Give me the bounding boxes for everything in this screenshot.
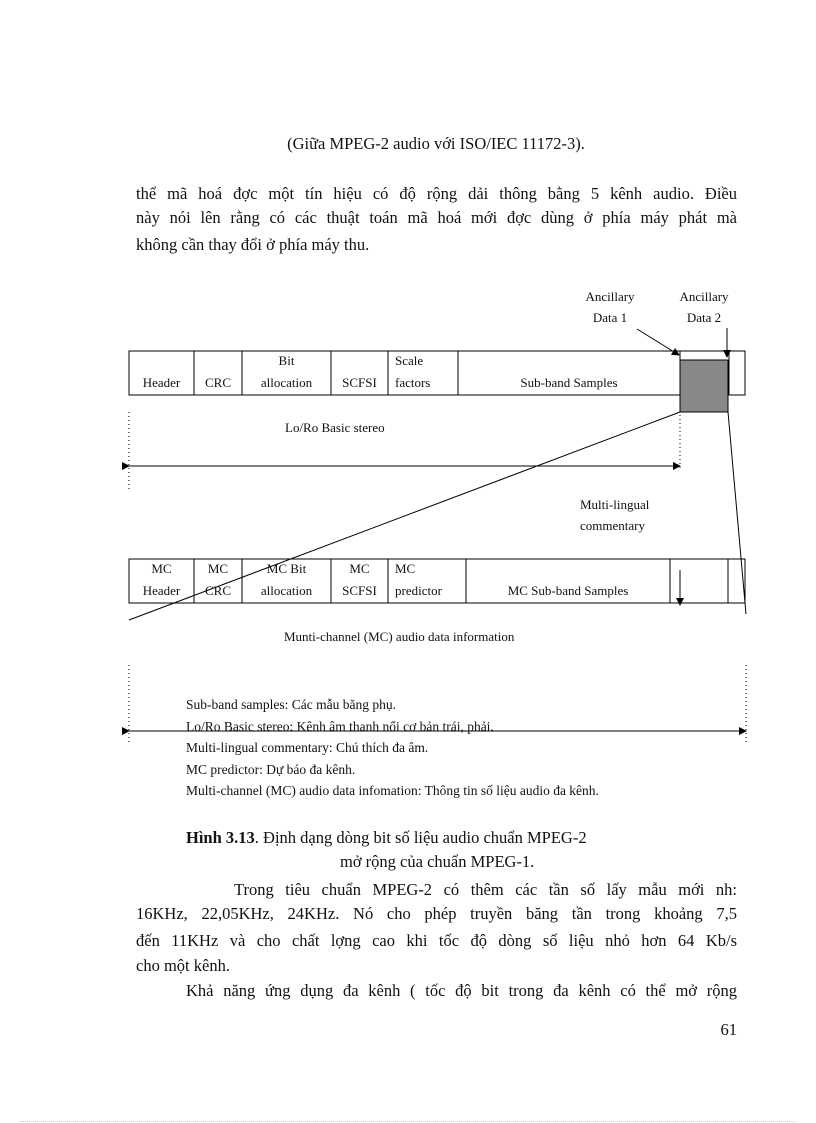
expansion-line-right xyxy=(728,412,746,614)
intro-line-1: thể mã hoá đợc một tín hiệu có độ rộng dải thông bằng 5 kênh audio. Điều xyxy=(136,184,737,203)
body-line-4: cho một kênh. xyxy=(136,956,230,975)
glossary-item: Lo/Ro Basic stereo: Kênh âm thanh nổi cơ bản trái, phải. xyxy=(186,718,494,734)
frame1-allocation: allocation xyxy=(260,375,313,390)
frame1-samples: Sub-band Samples xyxy=(520,375,618,390)
bottom-border xyxy=(20,1121,796,1122)
ancillary-data-block xyxy=(680,360,728,412)
frame2-mc-header-top: MC xyxy=(151,561,172,576)
glossary-item: Multi-channel (MC) audio data infomation: Thông tin số liệu audio đa kênh. xyxy=(186,783,599,798)
glossary-item: MC predictor: Dự báo đa kênh. xyxy=(186,761,356,777)
frame1-bit: Bit xyxy=(278,353,295,368)
frame1-scale: Scale xyxy=(395,353,424,368)
ancillary1-label: Ancillary Data 1 xyxy=(585,289,635,325)
mc-info-label: Munti-channel (MC) audio data information xyxy=(284,629,515,644)
body-line-3: đến 11KHz và cho chất lợng cao khi tốc độ dòng số liệu nhỏ hơn 64 Kb/s xyxy=(136,931,737,950)
intro-line-2: này nói lên rằng có các thuật toán mã hoá mới đợc dùng ở phía máy phát mà xyxy=(136,208,737,227)
frame2-mc-scfsi-top: MC xyxy=(349,561,370,576)
body-line-5: Khả năng ứng dụng đa kênh ( tốc độ bit trong đa kênh có thể mở rộng xyxy=(186,981,737,1000)
ancillary2-label: Ancillary Data 2 xyxy=(679,289,729,325)
frame2-scfsi: SCFSI xyxy=(342,583,377,598)
frame2-mc-bit: MC Bit xyxy=(266,561,307,576)
glossary-item: Multi-lingual commentary: Chú thích đa âm. xyxy=(186,740,429,755)
frame2-allocation: allocation xyxy=(260,583,313,598)
frame1-crc: CRC xyxy=(204,375,231,390)
frame2-samples: MC Sub-band Samples xyxy=(507,583,629,598)
frame1-header: Header xyxy=(142,375,181,390)
frame2-header: Header xyxy=(142,583,181,598)
frame1-scfsi: SCFSI xyxy=(342,375,377,390)
page-number: 61 xyxy=(720,1020,737,1039)
body-line-1: Trong tiêu chuẩn MPEG-2 có thêm các tần số lấy mẫu mới nh: xyxy=(234,880,737,899)
figure-caption-line-1: Hình 3.13. Định dạng dòng bit số liệu audio chuẩn MPEG-2 xyxy=(186,828,587,847)
frame2-crc: CRC xyxy=(204,583,231,598)
glossary-item: Sub-band samples: Các mẫu băng phụ. xyxy=(186,697,396,712)
frame1-factors: factors xyxy=(395,375,431,390)
figure-label: Hình 3.13 xyxy=(186,828,255,847)
top-caption: (Giữa MPEG-2 audio với ISO/IEC 11172-3). xyxy=(287,134,585,153)
figure-caption-line-2: mở rộng của chuẩn MPEG-1. xyxy=(340,852,535,871)
frame2-predictor: predictor xyxy=(395,583,442,598)
multilingual-label: Multi-lingual commentary xyxy=(580,497,650,533)
body-line-2: 16KHz, 22,05KHz, 24KHz. Nó cho phép truyền băng tần trong khoảng 7,5 xyxy=(136,904,737,923)
intro-line-3: không cần thay đổi ở phía máy thu. xyxy=(136,235,370,254)
glossary xyxy=(186,694,599,802)
stereo-label: Lo/Ro Basic stereo xyxy=(285,420,385,435)
frame2-mc-predictor-top: MC xyxy=(395,561,416,576)
frame2-mc-crc-top: MC xyxy=(207,561,229,576)
